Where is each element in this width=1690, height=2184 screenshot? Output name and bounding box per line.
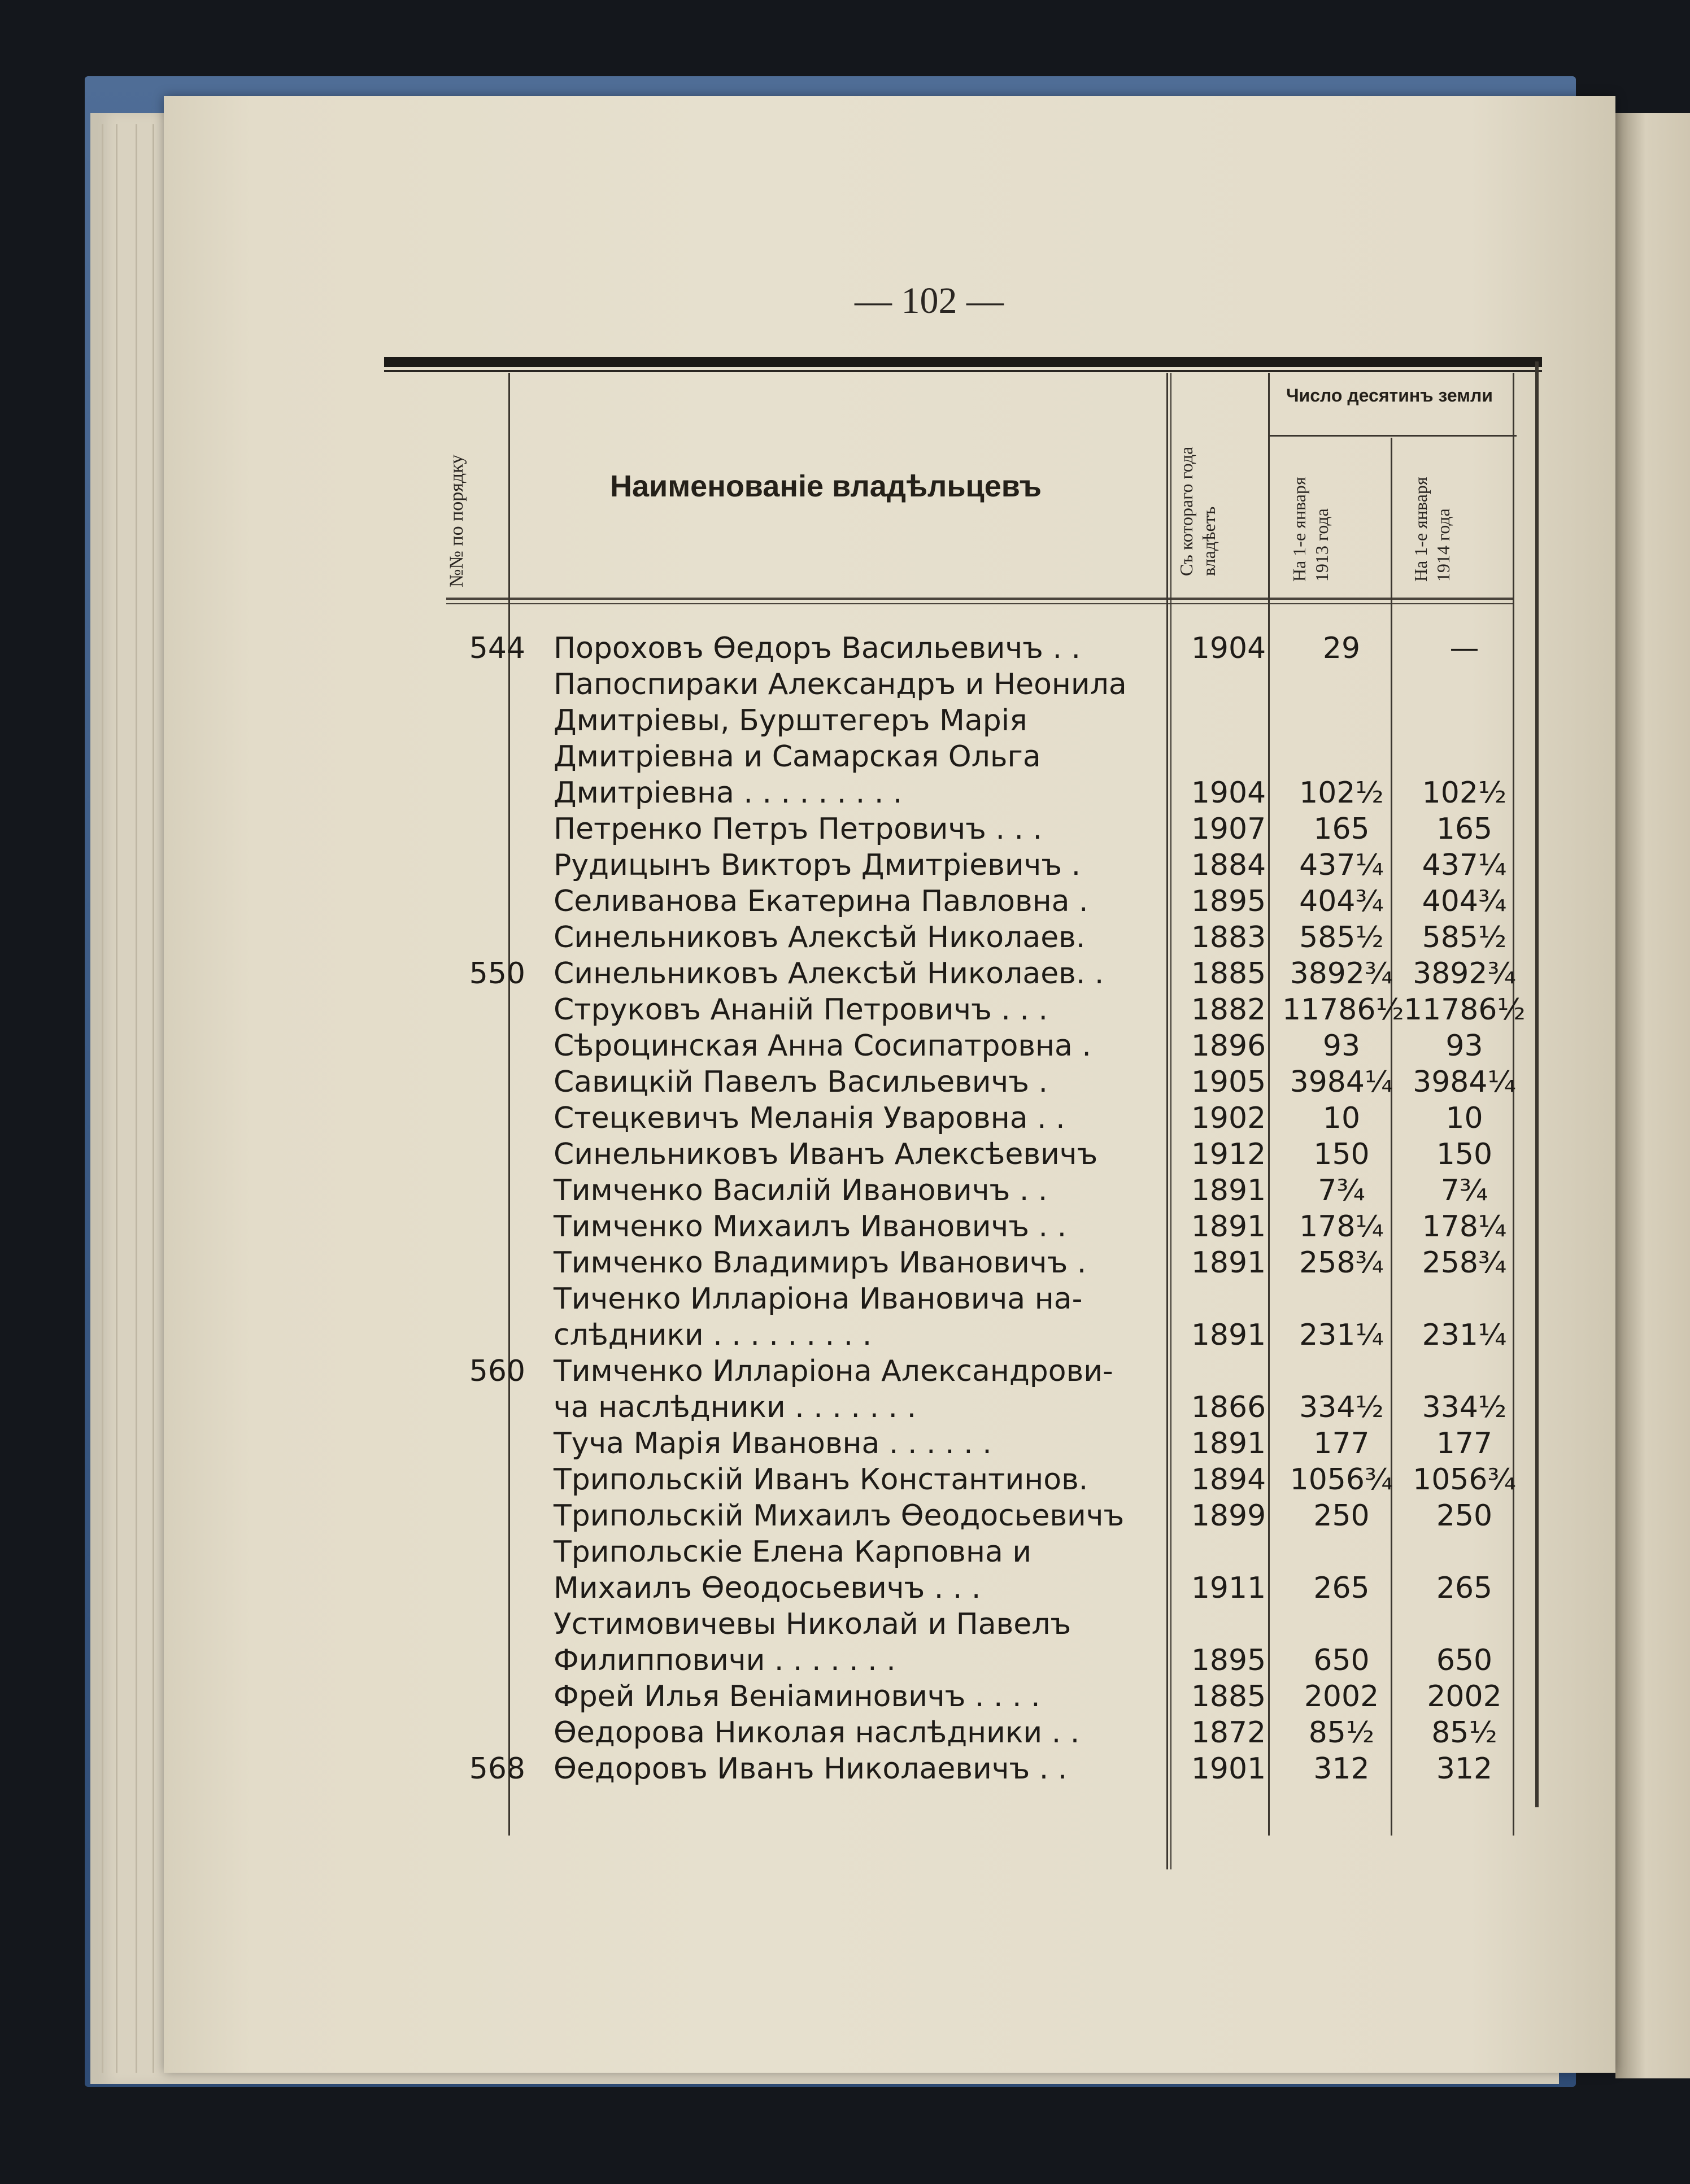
table-row: [395, 1100, 1536, 1137]
page-edge: [153, 124, 154, 2073]
desyatin-1914: 258¾: [1422, 1246, 1507, 1280]
row-number: 560: [469, 1354, 525, 1388]
owner-name: Синельниковъ Алексѣй Николаев. .: [554, 957, 1104, 991]
owner-name: Устимовичевы Николай и Павелъ: [554, 1607, 1072, 1641]
desyatin-1914: 150: [1436, 1137, 1493, 1171]
table-row: [395, 810, 1536, 848]
owner-name: Струковъ Ананій Петровичъ . . .: [554, 993, 1048, 1027]
row-number: 550: [469, 957, 525, 991]
desyatin-1914: 102½: [1422, 776, 1507, 810]
table-row: [395, 774, 1536, 812]
table-row: [395, 1027, 1536, 1065]
desyatin-1914: 334½: [1422, 1390, 1507, 1424]
owned-since-year: 1882: [1191, 993, 1266, 1027]
owner-name: Дмитріевна . . . . . . . . .: [554, 776, 903, 810]
page-edge: [102, 124, 103, 2073]
table-row: [395, 1461, 1536, 1498]
desyatin-1914: 265: [1436, 1571, 1493, 1605]
table-row: [395, 1750, 1536, 1788]
desyatin-1913: 177: [1313, 1427, 1370, 1461]
desyatin-1914: 7¾: [1440, 1174, 1488, 1207]
page-edge: [116, 124, 117, 2073]
row-number: 544: [469, 631, 525, 665]
owner-name: Дмитріевы, Бурштегеръ Марія: [554, 704, 1027, 738]
desyatin-1914: 437¼: [1422, 848, 1507, 882]
owner-name: Туча Марія Ивановна . . . . . .: [554, 1427, 992, 1461]
header-1914: На 1-е января 1914 года: [1410, 477, 1453, 582]
desyatin-1914: 1056¾: [1413, 1463, 1516, 1497]
owner-name: Тиченко Илларіона Ивановича на-: [554, 1282, 1083, 1316]
desyatin-1913: 585½: [1299, 921, 1384, 954]
page-number: — 102 —: [855, 280, 1004, 321]
desyatin-1913: 404¾: [1299, 884, 1384, 918]
desyatin-1913: 29: [1322, 631, 1361, 665]
owned-since-year: 1904: [1191, 631, 1266, 665]
owner-name: Трипольскіе Елена Карповна и: [554, 1535, 1032, 1569]
owner-name: Тимченко Михаилъ Ивановичъ . .: [554, 1210, 1067, 1244]
owner-name: ча наслѣдники . . . . . . .: [554, 1390, 917, 1424]
desyatin-1914: 11786½: [1404, 993, 1526, 1027]
owned-since-year: 1885: [1191, 1680, 1266, 1714]
table-row: [395, 919, 1536, 956]
desyatin-1914: 231¼: [1422, 1318, 1507, 1352]
owned-since-year: 1911: [1191, 1571, 1266, 1605]
desyatin-1914: 93: [1445, 1029, 1483, 1063]
table-row: [395, 1642, 1536, 1679]
desyatin-1914: —: [1449, 631, 1479, 665]
desyatin-1913: 2002: [1304, 1680, 1379, 1714]
desyatin-1914: 165: [1436, 812, 1493, 846]
desyatin-1913: 265: [1313, 1571, 1370, 1605]
owned-since-year: 1896: [1191, 1029, 1266, 1063]
owner-name: Тимченко Василій Ивановичъ . .: [554, 1174, 1048, 1207]
owned-since-year: 1894: [1191, 1463, 1266, 1497]
owner-name: Стецкевичъ Меланія Уваровна . .: [554, 1101, 1065, 1135]
owner-name: Селиванова Екатерина Павловна .: [554, 884, 1088, 918]
table-row: [395, 883, 1536, 920]
desyatin-1914: 178¼: [1422, 1210, 1507, 1244]
table-row: [395, 991, 1536, 1028]
header-bottom-rule-2: [446, 603, 1514, 604]
desyatin-1914: 250: [1436, 1499, 1493, 1533]
desyatin-1913: 3892¾: [1290, 957, 1393, 991]
owned-since-year: 1891: [1191, 1427, 1266, 1461]
owner-name: Өедорова Николая наслѣдники . .: [554, 1716, 1080, 1750]
owner-name: Сѣроцинская Анна Сосипатровна .: [554, 1029, 1091, 1063]
owned-since-year: 1895: [1191, 1644, 1266, 1677]
desyatin-1914: 312: [1436, 1752, 1493, 1786]
row-number: 568: [469, 1752, 525, 1786]
table-row: [395, 1316, 1536, 1354]
desyatin-1914: 650: [1436, 1644, 1493, 1677]
header-owner-name: Наименованіе владѣльцевъ: [610, 469, 1042, 503]
owned-since-year: 1902: [1191, 1101, 1266, 1135]
desyatin-1914: 10: [1445, 1101, 1483, 1135]
table-row: [395, 955, 1536, 992]
owned-since-year: 1866: [1191, 1390, 1266, 1424]
desyatin-1913: 7¾: [1318, 1174, 1365, 1207]
owned-since-year: 1891: [1191, 1246, 1266, 1280]
desyatin-1914: 404¾: [1422, 884, 1507, 918]
table-row: [395, 1172, 1536, 1209]
owned-since-year: 1891: [1191, 1318, 1266, 1352]
desyatin-1913: 165: [1313, 812, 1370, 846]
table-row: [395, 702, 1536, 739]
table-row: [395, 1244, 1536, 1281]
owner-name: Синельниковъ Алексѣй Николаев.: [554, 921, 1086, 954]
table-row: [395, 666, 1536, 703]
owned-since-year: 1884: [1191, 848, 1266, 882]
owned-since-year: 1891: [1191, 1210, 1266, 1244]
desyatin-1913: 150: [1313, 1137, 1370, 1171]
owner-name: Папоспираки Александръ и Неонила: [554, 668, 1127, 701]
owner-name: Филипповичи . . . . . . .: [554, 1644, 896, 1677]
owned-since-year: 1907: [1191, 812, 1266, 846]
table-top-rule: [384, 357, 1542, 367]
owned-since-year: 1905: [1191, 1065, 1266, 1099]
table-top-thin-rule: [384, 370, 1542, 372]
owned-since-year: 1895: [1191, 884, 1266, 918]
owned-since-year: 1901: [1191, 1752, 1266, 1786]
table-row: [395, 1063, 1536, 1101]
owned-since-year: 1872: [1191, 1716, 1266, 1750]
owner-name: Фрей Илья Веніаминовичъ . . . .: [554, 1680, 1040, 1714]
owned-since-year: 1885: [1191, 957, 1266, 991]
table-row: [395, 1208, 1536, 1245]
owned-since-year: 1899: [1191, 1499, 1266, 1533]
header-num: №№ по порядку: [446, 454, 467, 587]
desyatin-1914: 85½: [1431, 1716, 1497, 1750]
desyatin-1914: 585½: [1422, 921, 1507, 954]
desyatin-1913: 178¼: [1299, 1210, 1384, 1244]
owner-name: слѣдники . . . . . . . . .: [554, 1318, 872, 1352]
header-year: Съ котораго года владѣетъ: [1176, 446, 1219, 576]
owner-name: Савицкій Павелъ Васильевичъ .: [554, 1065, 1048, 1099]
owner-name: Пороховъ Өедоръ Васильевичъ . .: [554, 631, 1081, 665]
table-row: [395, 1280, 1536, 1318]
desyatin-1913: 11786½: [1282, 993, 1404, 1027]
table-row: [395, 630, 1536, 667]
desyatin-1913: 231¼: [1299, 1318, 1384, 1352]
desyatin-1913: 3984¼: [1290, 1065, 1393, 1099]
desyatin-1914: 3984¼: [1413, 1065, 1516, 1099]
desyatin-1913: 650: [1313, 1644, 1370, 1677]
owner-name: Рудицынъ Викторъ Дмитріевичъ .: [554, 848, 1081, 882]
owned-since-year: 1883: [1191, 921, 1266, 954]
owner-name: Өедоровъ Иванъ Николаевичъ . .: [554, 1752, 1068, 1786]
header-1913: На 1-е января 1913 года: [1289, 477, 1332, 582]
owner-name: Трипольскій Иванъ Константинов.: [554, 1463, 1088, 1497]
desyatin-1914: 2002: [1427, 1680, 1502, 1714]
owner-name: Тимченко Владимиръ Ивановичъ .: [554, 1246, 1087, 1280]
next-page-edge: [1615, 113, 1690, 2078]
desyatin-1913: 312: [1313, 1752, 1370, 1786]
owned-since-year: 1904: [1191, 776, 1266, 810]
owner-name: Петренко Петръ Петровичъ . . .: [554, 812, 1043, 846]
table-row: [395, 1353, 1536, 1390]
table-row: [395, 1497, 1536, 1535]
table-row: [395, 847, 1536, 884]
table-row: [395, 1533, 1536, 1571]
owner-name: Трипольскій Михаилъ Өеодосьевичъ: [554, 1499, 1125, 1533]
desyatin-1913: 258¾: [1299, 1246, 1384, 1280]
owner-name: Тимченко Илларіона Александрови-: [554, 1354, 1113, 1388]
desyatin-1913: 85½: [1308, 1716, 1375, 1750]
table-row: [395, 1570, 1536, 1607]
table-row: [395, 1425, 1536, 1462]
desyatin-1914: 3892¾: [1413, 957, 1516, 991]
owner-name: Дмитріевна и Самарская Ольга: [554, 740, 1041, 774]
desyatin-1913: 437¼: [1299, 848, 1384, 882]
desyatin-1913: 250: [1313, 1499, 1370, 1533]
desyatin-1913: 10: [1322, 1101, 1361, 1135]
owner-name: Михаилъ Өеодосьевичъ . . .: [554, 1571, 981, 1605]
table-row: [395, 1136, 1536, 1173]
desyatin-1913: 1056¾: [1290, 1463, 1393, 1497]
desyatin-1913: 93: [1322, 1029, 1361, 1063]
table-row: [395, 1606, 1536, 1643]
desyatin-1913: 102½: [1299, 776, 1384, 810]
table-row: [395, 738, 1536, 775]
table-row: [395, 1714, 1536, 1751]
header-bottom-rule: [446, 598, 1514, 600]
header-desyatin-group: Число десятинъ земли: [1286, 385, 1493, 406]
desyatin-1913: 334½: [1299, 1390, 1384, 1424]
desyatin-1914: 177: [1436, 1427, 1493, 1461]
page-edge: [136, 124, 137, 2073]
owned-since-year: 1891: [1191, 1174, 1266, 1207]
owned-since-year: 1912: [1191, 1137, 1266, 1171]
table-row: [395, 1389, 1536, 1426]
header-group-rule: [1268, 435, 1517, 437]
table-row: [395, 1678, 1536, 1715]
owner-name: Синельниковъ Иванъ Алексѣевичъ: [554, 1137, 1098, 1171]
